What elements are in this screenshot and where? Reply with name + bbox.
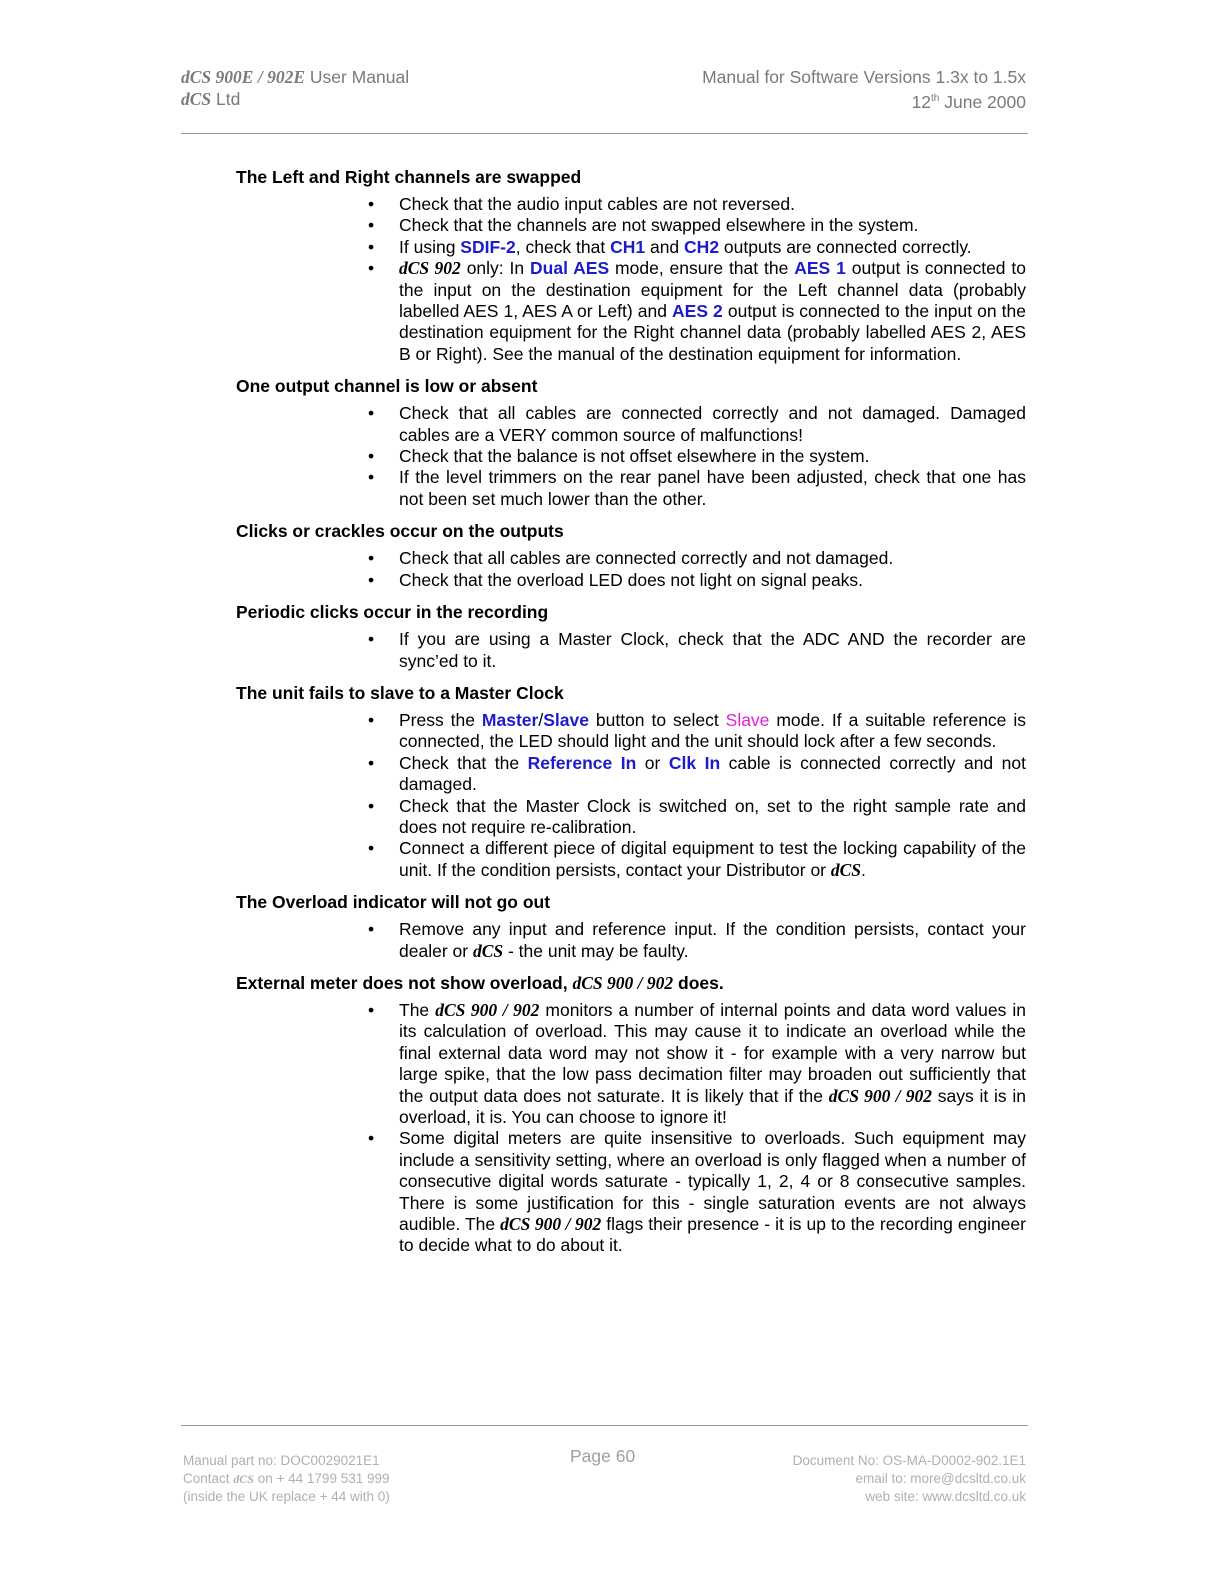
list-item (368, 194, 1026, 215)
text-run: Check that the overload LED does not light on signal peaks. (399, 569, 864, 590)
text-run: Check that the audio input cables are not reversed. (399, 194, 795, 214)
header-versions: Manual for Software Versions 1.3x to 1.5x (702, 67, 1026, 87)
brand-name: dCS (472, 940, 504, 961)
header-date (702, 88, 1026, 113)
brand-name: dCS (830, 859, 862, 880)
list-item (368, 236, 1026, 258)
bullet-icon: • (368, 629, 375, 650)
page-number: Page 60 (570, 1446, 636, 1466)
text-run: mode, ensure that the (609, 258, 795, 279)
section-title: The unit fails to slave to a Master Clock (236, 682, 564, 703)
bullet-icon: • (368, 569, 375, 590)
text-run: If you are using a Master Clock, check that the ADC AND the recorder are sync’ed to it. (399, 629, 1026, 671)
bullet-icon: • (368, 236, 375, 257)
section-title: The Overload indicator will not go out (236, 892, 551, 913)
text-run: only: In (460, 258, 531, 279)
text-run: - the unit may be faulty. (503, 940, 689, 961)
bullet-icon: • (368, 194, 375, 214)
footer-rule (181, 1425, 1028, 1426)
text-run: output is connected to the input on the destination equipment for the Right channel data (probably labelled AES 2, AES B or Right). See the manual of the destination equipment for information. (399, 301, 1026, 364)
header-left (181, 66, 409, 110)
bullet-list (236, 919, 1026, 962)
text-run: , check that (515, 236, 611, 257)
control-label: Master (481, 709, 539, 730)
text-run: mode. If a suitable reference is connected, the LED should light and the unit should lock after a few seconds. (399, 709, 1026, 752)
header-date-day: 12 (911, 91, 932, 112)
mode-label: Slave (725, 709, 770, 730)
text-run: or (636, 752, 669, 773)
list-item (368, 569, 1026, 591)
list-item (368, 446, 1026, 467)
text-run: does. (673, 972, 724, 993)
text-run: Check that all cables are connected correctly and not damaged. Damaged cables are a VERY common source of malfunctions! (399, 403, 1026, 445)
text-run: cable is connected correctly and not damaged. (399, 752, 1026, 795)
text-run: Check that the (399, 752, 528, 773)
text-run: flags their presence - it is up to the recording engineer to decide what to do about it. (399, 1214, 1026, 1256)
text-run: monitors a number of internal points and data word values in its calculation of overload. This may cause it to indicate an overload while the final external data word may not show it - for example with a very narrow but large spike, that the low pass decimation filter may broaden out sufficiently that the output data does not saturate. It is likely that if the (399, 999, 1026, 1106)
footer-contact-brand: dCS (233, 1472, 254, 1486)
control-label: CH1 (610, 236, 646, 257)
bullet-list (236, 710, 1026, 881)
text-run: Check that the Master Clock is switched on, set to the right sample rate and does not require re-calibration. (399, 795, 1026, 837)
footer-email: email to: more@dcsltd.co.uk (855, 1471, 1026, 1486)
footer-website: web site: www.dcsltd.co.uk (865, 1489, 1026, 1504)
text-run: Check that the channels are not swapped elsewhere in the system. (399, 215, 919, 236)
text-run: Check that all cables are connected correctly and not damaged. (399, 548, 894, 569)
bullet-icon: • (368, 752, 375, 773)
brand-name: dCS 900 / 902 (828, 1085, 933, 1106)
bullet-list (236, 629, 1026, 672)
brand-name: dCS 900 / 902 (500, 1214, 602, 1235)
header-manual: User Manual (309, 67, 410, 87)
bullet-icon: • (368, 548, 375, 569)
footer-doc-no: Document No: OS-MA-D0002-902.1E1 (792, 1453, 1026, 1468)
text-run: Press the (399, 709, 482, 730)
bullet-list (236, 194, 1026, 365)
list-item (368, 838, 1026, 881)
list-item (368, 1128, 1026, 1256)
text-run: and (645, 236, 685, 257)
footer-contact-pre: Contact (183, 1471, 230, 1486)
control-label: Clk In (668, 752, 721, 773)
header-company-line (181, 88, 409, 110)
bullet-icon: • (368, 838, 375, 859)
list-item (368, 548, 1026, 569)
bullet-icon: • (368, 709, 375, 730)
control-label: Dual AES (530, 258, 610, 279)
text-run: says it is in overload, it is. You can choose to ignore it! (399, 1085, 1026, 1127)
header-rule (181, 133, 1028, 134)
control-label: CH2 (684, 236, 720, 257)
bullet-icon: • (368, 446, 375, 467)
header-company-brand: dCS (181, 89, 212, 109)
header-company-suffix: Ltd (216, 89, 241, 109)
text-run: output is connected to the input on the destination equipment for the Left channel data (probably labelled AES 1, AES A or Left) and (399, 258, 1027, 322)
text-run: outputs are connected correctly. (719, 236, 972, 257)
bullet-icon: • (368, 795, 375, 816)
bullet-icon: • (368, 215, 375, 236)
header-right (702, 66, 1026, 113)
header-date-sup: th (931, 93, 940, 104)
bullet-list (236, 1000, 1026, 1257)
footer-contact-post: on + 44 1799 531 999 (257, 1471, 390, 1486)
text-run: Some digital meters are quite insensitive to overloads. Such equipment may include a sensitivity setting, where an overload is only flagged when a number of consecutive digital words saturate - typically 1, 2, 4 or 8 consecutive samples. There is some justification for this - single saturation events are not always audible. The (399, 1128, 1026, 1235)
footer-part-no: Manual part no: DOC0029021E1 (183, 1453, 380, 1468)
section-title: The Left and Right channels are swapped (236, 167, 582, 187)
bullet-list (236, 403, 1026, 510)
list-item (368, 215, 1026, 236)
brand-name: dCS 902 (399, 258, 461, 279)
control-label: Reference In (527, 752, 637, 773)
text-run: / (538, 709, 544, 730)
control-label: AES 2 (672, 301, 723, 322)
list-item (368, 795, 1026, 839)
section-title: Clicks or crackles occur on the outputs (236, 521, 564, 542)
bullet-icon: • (368, 999, 375, 1020)
text-run: Connect a different piece of digital equipment to test the locking capability of the unit. If the condition persists, contact your Distributor or (399, 838, 1026, 880)
control-label: SDIF-2 (460, 236, 516, 257)
bullet-icon: • (368, 919, 375, 940)
text-run: The (399, 999, 436, 1020)
list-item (368, 403, 1026, 446)
list-item (368, 919, 1026, 962)
bullet-icon: • (368, 467, 375, 488)
footer-left (183, 1452, 390, 1506)
text-run: button to select (588, 709, 726, 730)
section-title: Periodic clicks occur in the recording (236, 602, 549, 623)
list-item (368, 752, 1026, 796)
header-date-rest: June 2000 (944, 91, 1026, 112)
list-item (368, 467, 1026, 510)
troubleshooting-content (236, 166, 1026, 1267)
brand-name: dCS 900 / 902 (572, 972, 674, 993)
footer-contact (183, 1470, 390, 1488)
bullet-icon: • (368, 258, 375, 279)
text-run: . (861, 859, 866, 880)
bullet-icon: • (368, 403, 375, 424)
control-label: Slave (543, 709, 589, 730)
footer-uk-note: (inside the UK replace + 44 with 0) (183, 1489, 390, 1504)
bullet-icon: • (368, 1128, 375, 1149)
list-item (368, 258, 1027, 365)
footer-right (793, 1452, 1026, 1506)
text-run: External meter does not show overload, (236, 972, 573, 993)
bullet-list (236, 548, 1026, 591)
section-title: One output channel is low or absent (236, 376, 538, 397)
list-item (368, 999, 1026, 1128)
text-run: If using (399, 236, 461, 257)
brand-name: dCS 900 / 902 (435, 999, 540, 1020)
text-run: Remove any input and reference input. If the condition persists, contact your dealer or (399, 919, 1026, 961)
header-product-line (181, 66, 409, 88)
control-label: AES 1 (794, 258, 846, 279)
text-run: Check that the balance is not offset elsewhere in the system. (399, 446, 870, 467)
list-item (368, 629, 1026, 672)
section-title (236, 972, 1026, 994)
header-product: dCS 900E / 902E (181, 67, 305, 87)
list-item (368, 709, 1026, 753)
text-run: If the level trimmers on the rear panel have been adjusted, check that one has not been set much lower than the other. (399, 467, 1026, 509)
